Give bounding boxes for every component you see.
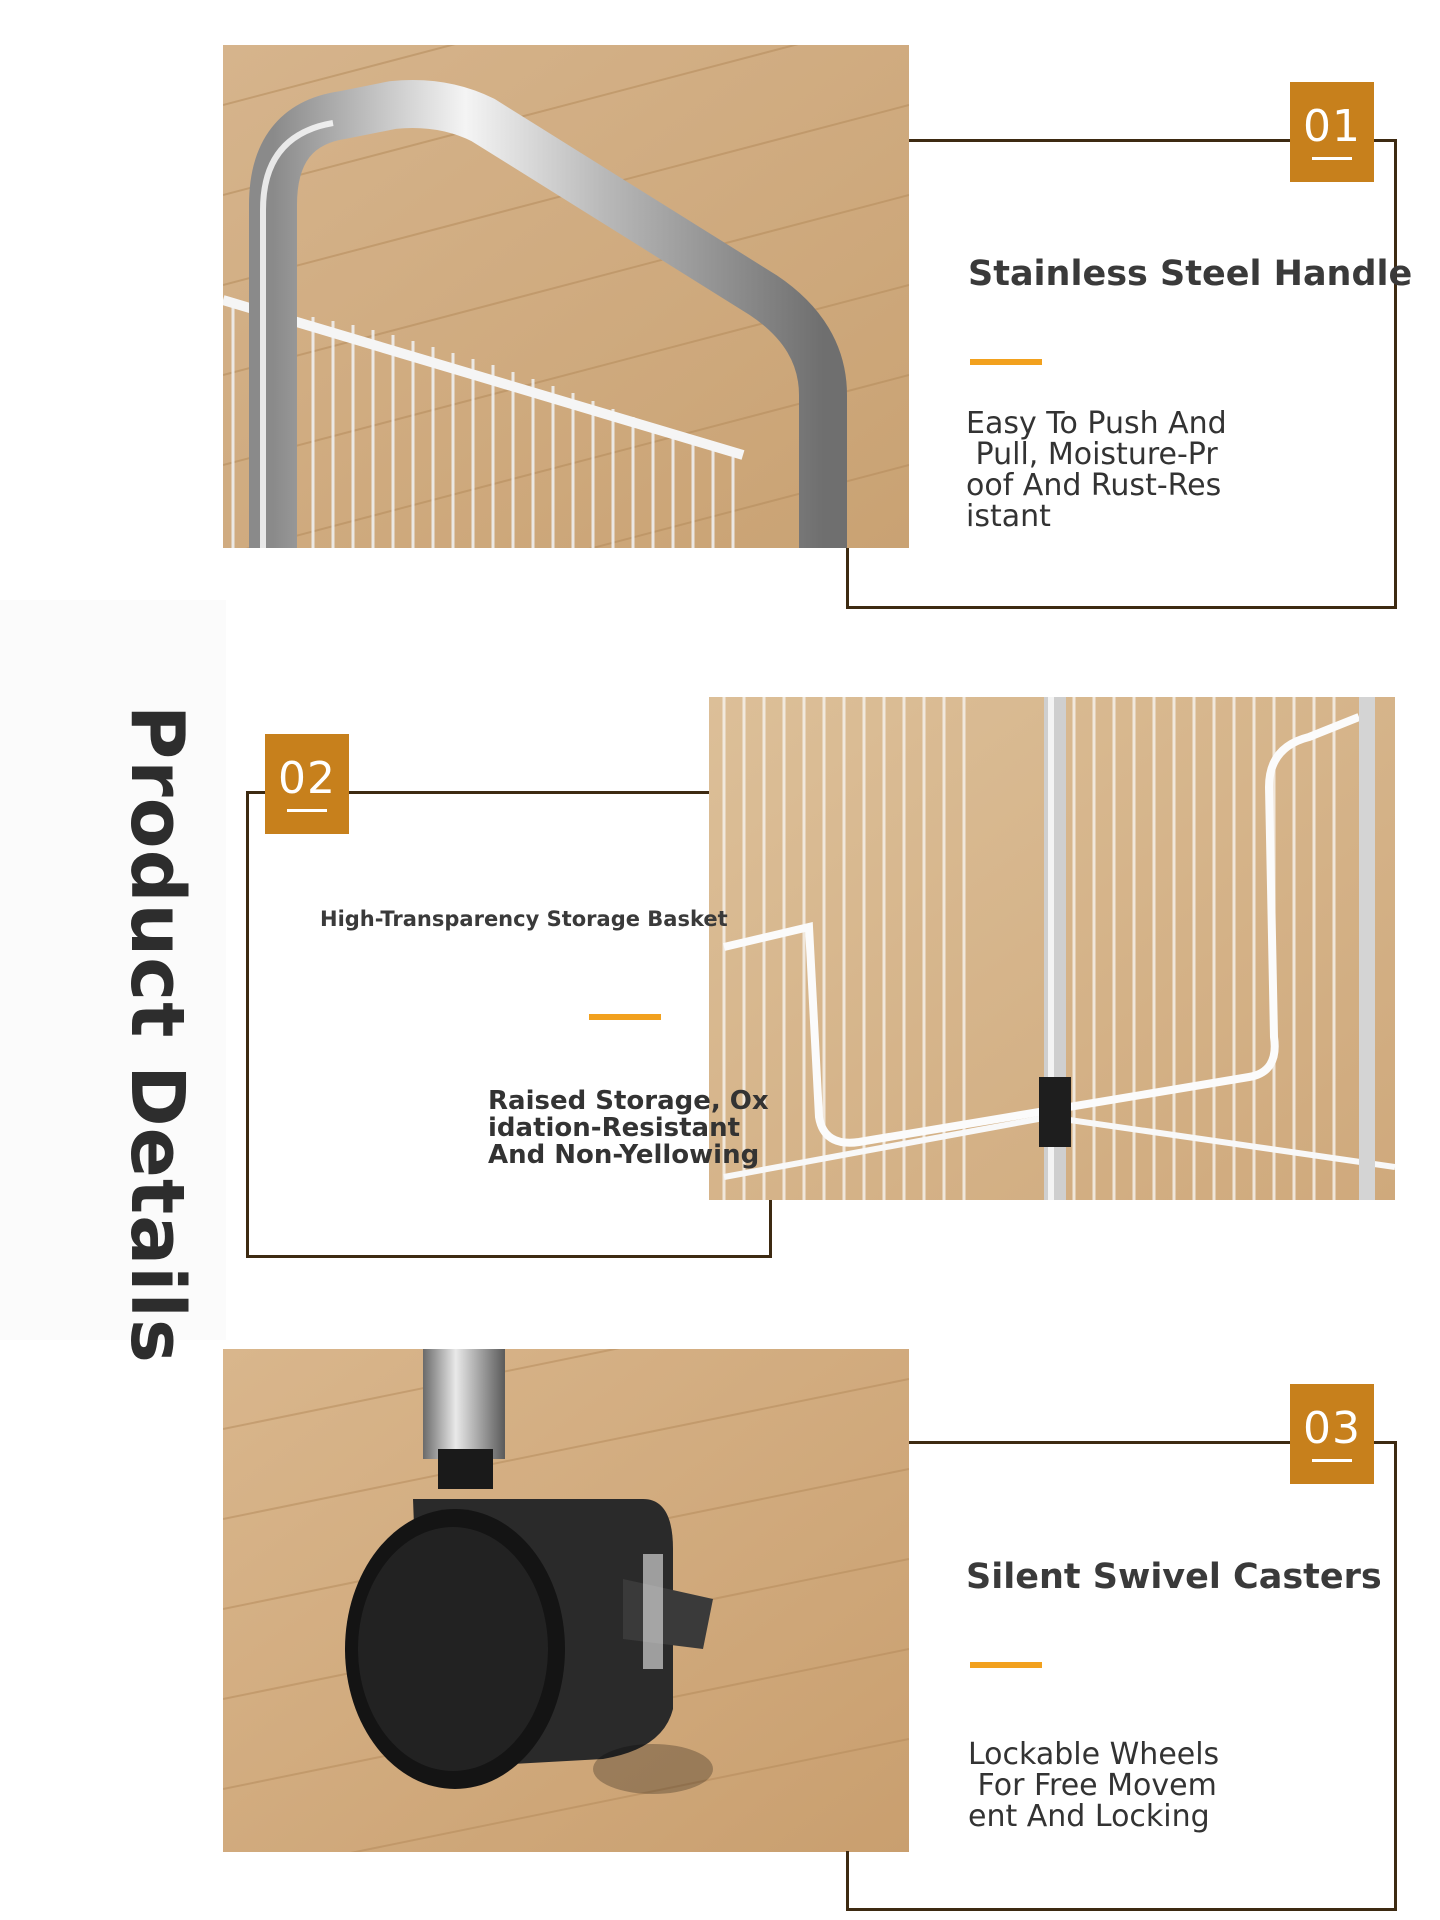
- feature-badge-03: [1290, 1384, 1374, 1484]
- feature-title-03: Silent Swivel Casters: [966, 1557, 1382, 1597]
- feature-description-01: Easy To Push And Pull, Moisture-Pr oof And Rust-Res istant: [966, 406, 1227, 534]
- accent-bar-02: [589, 1014, 661, 1020]
- feature-badge-02: [265, 734, 349, 834]
- accent-bar-01: [970, 359, 1042, 365]
- feature-description-02: Raised Storage, Ox idation-Resistant And Non-Yellowing: [488, 1086, 769, 1170]
- feature-number-03: 03: [1303, 1402, 1361, 1454]
- badge-underline: [287, 809, 327, 812]
- stainless-steel-handle-photo: [223, 45, 909, 548]
- feature-number-02: 02: [278, 752, 336, 804]
- product-details-heading: Product Details: [114, 705, 200, 1364]
- feature-frame-01-corner: [846, 548, 911, 609]
- transparent-basket-photo: [709, 697, 1395, 1200]
- feature-title-02: High-Transparency Storage Basket: [320, 907, 728, 931]
- feature-frame-03: [909, 1441, 1397, 1911]
- feature-number-01: 01: [1303, 100, 1361, 152]
- badge-underline: [1312, 157, 1352, 160]
- badge-underline: [1312, 1459, 1352, 1462]
- swivel-caster-photo: [223, 1349, 909, 1852]
- feature-frame-02: [246, 791, 772, 1258]
- accent-bar-03: [970, 1662, 1042, 1668]
- feature-frame-01: [909, 139, 1397, 609]
- feature-badge-01: [1290, 82, 1374, 182]
- feature-title-01: Stainless Steel Handle: [968, 254, 1413, 294]
- feature-frame-03-corner: [846, 1851, 911, 1911]
- feature-description-03: Lockable Wheels For Free Movem ent And Locking: [968, 1737, 1220, 1834]
